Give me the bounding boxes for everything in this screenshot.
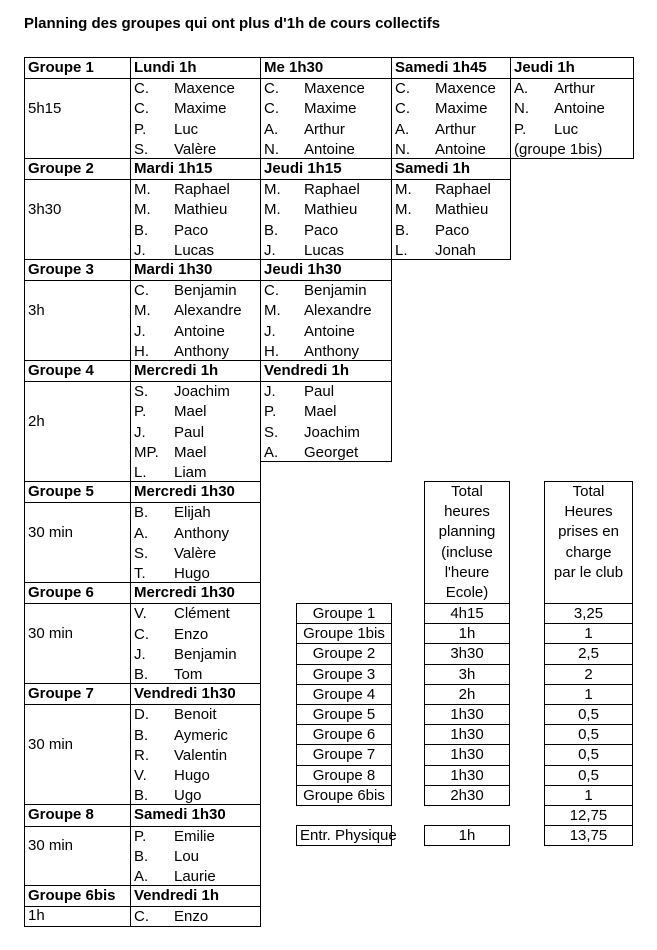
summary-planning-hours: 1h30 xyxy=(424,765,510,786)
member-row xyxy=(511,120,633,140)
summary-club-hours: 1 xyxy=(544,684,633,705)
member-row xyxy=(261,382,391,402)
member-row xyxy=(131,726,260,746)
member-name: Aymeric xyxy=(174,726,228,744)
day-header: Mercredi 1h30 xyxy=(131,482,260,503)
member-row xyxy=(392,120,510,140)
member-name: Luc xyxy=(174,120,199,138)
day-cell xyxy=(130,158,261,260)
day-header: Mercredi 1h30 xyxy=(131,583,260,604)
member-name: Antoine xyxy=(174,322,225,340)
day-cell xyxy=(130,885,261,926)
member-row xyxy=(131,281,260,301)
member-name: Benoit xyxy=(174,706,217,724)
member-row xyxy=(261,140,391,160)
member-row xyxy=(131,705,260,725)
day-cell xyxy=(130,481,261,583)
group-duration: 3h xyxy=(28,301,45,319)
member-name: Tom xyxy=(174,665,203,683)
member-row xyxy=(392,200,510,220)
group-name: Groupe 7 xyxy=(25,684,130,705)
group-name-cell xyxy=(24,57,131,159)
member-initial: M. xyxy=(395,181,412,199)
summary-club-hours: 0,5 xyxy=(544,744,633,765)
member-row xyxy=(261,79,391,99)
group-name: Groupe 3 xyxy=(25,260,130,281)
summary-club-hours: 2 xyxy=(544,664,633,685)
page-title: Planning des groupes qui ont plus d'1h de cours collectifs xyxy=(24,15,441,32)
member-initial: S. xyxy=(134,140,149,158)
planning-header-line: planning xyxy=(438,523,496,541)
day-cell xyxy=(260,57,392,159)
member-row xyxy=(131,503,260,523)
day-cell xyxy=(260,259,392,361)
group-name-cell xyxy=(24,582,131,684)
group-name-cell xyxy=(24,259,131,361)
member-initial: V. xyxy=(134,766,147,784)
member-initial: P. xyxy=(514,120,527,138)
planning-header-line: (incluse xyxy=(441,543,493,561)
summary-subtotal: 12,75 xyxy=(544,805,633,826)
member-name: Enzo xyxy=(174,908,209,926)
summary-planning-hours: 1h xyxy=(424,623,510,644)
day-header: Lundi 1h xyxy=(131,58,260,79)
group-duration: 1h xyxy=(28,907,45,925)
day-header: Me 1h30 xyxy=(261,58,391,79)
member-row xyxy=(131,625,260,645)
member-name: Paul xyxy=(174,423,205,441)
member-initial: B. xyxy=(264,221,279,239)
member-row xyxy=(131,301,260,321)
member-name: Alexandre xyxy=(304,302,372,320)
member-row xyxy=(392,241,510,261)
member-initial: L. xyxy=(395,241,408,259)
member-initial: N. xyxy=(264,140,279,158)
summary-planning-hours: 3h xyxy=(424,664,510,685)
member-name: Georget xyxy=(304,443,359,461)
member-name: Benjamin xyxy=(174,282,237,300)
member-initial: A. xyxy=(395,120,410,138)
member-row xyxy=(131,786,260,806)
summary-group-name: Groupe 6bis xyxy=(296,785,392,806)
member-name: Luc xyxy=(554,120,579,138)
member-name: Maxence xyxy=(435,80,496,98)
group-name: Groupe 6 xyxy=(25,583,130,604)
member-initial: C. xyxy=(134,282,149,300)
member-initial: B. xyxy=(134,787,149,805)
member-initial: H. xyxy=(134,342,149,360)
member-initial: P. xyxy=(134,827,147,845)
member-row xyxy=(261,241,391,261)
member-name: Maxence xyxy=(304,80,365,98)
member-name: Mael xyxy=(174,403,207,421)
member-name: Joachim xyxy=(174,383,230,401)
member-name: Antoine xyxy=(435,140,486,158)
member-name: Emilie xyxy=(174,827,215,845)
club-header-line: charge xyxy=(565,543,612,561)
member-initial: B. xyxy=(395,221,410,239)
summary-club-hours: 1 xyxy=(544,623,633,644)
member-name: Lucas xyxy=(304,241,345,259)
member-initial: T. xyxy=(134,564,146,582)
member-initial: C. xyxy=(264,282,279,300)
day-cell xyxy=(260,158,392,260)
planning-header-line: Ecole) xyxy=(445,584,489,601)
summary-group-name: Groupe 1bis xyxy=(296,623,392,644)
member-name: Alexandre xyxy=(174,302,242,320)
member-row xyxy=(131,423,260,443)
member-row xyxy=(131,221,260,241)
day-header: Jeudi 1h xyxy=(511,58,633,79)
summary-planning-hours: 4h15 xyxy=(424,603,510,624)
member-name: Benjamin xyxy=(174,645,237,663)
member-name: Antoine xyxy=(304,322,355,340)
member-initial: P. xyxy=(134,120,147,138)
member-row xyxy=(392,99,510,119)
member-initial: B. xyxy=(134,665,149,683)
member-row xyxy=(261,443,391,463)
member-row xyxy=(131,665,260,685)
member-row xyxy=(392,180,510,200)
member-name: Antoine xyxy=(304,140,355,158)
member-initial: J. xyxy=(134,645,146,663)
group-name: Groupe 4 xyxy=(25,361,130,382)
member-name: Maxime xyxy=(174,100,227,118)
member-initial: M. xyxy=(134,302,151,320)
member-initial: S. xyxy=(134,544,149,562)
summary-club-hours: 0,5 xyxy=(544,765,633,786)
day-cell xyxy=(130,804,261,886)
member-name: Anthony xyxy=(174,342,230,360)
summary-group-name: Groupe 3 xyxy=(296,664,392,685)
member-initial: J. xyxy=(264,322,276,340)
member-initial: B. xyxy=(134,726,149,744)
member-row xyxy=(131,79,260,99)
member-name: Enzo xyxy=(174,625,209,643)
member-name: Raphael xyxy=(435,181,491,199)
member-row xyxy=(392,140,510,160)
member-initial: A. xyxy=(514,80,529,98)
member-initial: S. xyxy=(134,383,149,401)
member-name: Lou xyxy=(174,847,200,865)
summary-grand-total: 13,75 xyxy=(544,825,633,846)
member-initial: R. xyxy=(134,746,149,764)
group-duration: 5h15 xyxy=(28,99,62,117)
summary-group-name: Groupe 5 xyxy=(296,704,392,725)
summary-planning-hours: 2h xyxy=(424,684,510,705)
member-initial: C. xyxy=(264,100,279,118)
member-initial: C. xyxy=(134,908,149,926)
member-initial: A. xyxy=(264,443,279,461)
member-row xyxy=(131,867,260,887)
member-name: Mathieu xyxy=(304,201,358,219)
club-header-line: Heures xyxy=(564,503,613,521)
member-name: Paul xyxy=(304,383,335,401)
group-name-cell xyxy=(24,481,131,583)
member-name: Joachim xyxy=(304,423,360,441)
member-initial: M. xyxy=(264,302,281,320)
member-initial: M. xyxy=(264,201,281,219)
summary-planning-hours: 1h30 xyxy=(424,724,510,745)
planning-header xyxy=(424,481,510,604)
physique-planning-hours: 1h xyxy=(424,825,510,846)
member-name: Liam xyxy=(174,463,207,481)
planning-header-line: l'heure xyxy=(444,563,490,581)
summary-group-name: Groupe 6 xyxy=(296,724,392,745)
member-initial: J. xyxy=(264,383,276,401)
day-header: Mercredi 1h xyxy=(131,361,260,382)
member-initial: B. xyxy=(134,847,149,865)
member-row xyxy=(392,221,510,241)
day-cell xyxy=(391,57,511,159)
member-row xyxy=(131,907,260,927)
member-name: Mathieu xyxy=(435,201,489,219)
day-header: Mardi 1h30 xyxy=(131,260,260,281)
summary-group-name: Groupe 2 xyxy=(296,643,392,664)
day-header: Vendredi 1h30 xyxy=(131,684,260,705)
member-initial: B. xyxy=(134,221,149,239)
day-header: Jeudi 1h30 xyxy=(261,260,391,281)
member-row xyxy=(131,766,260,786)
member-name: Laurie xyxy=(174,867,216,885)
member-name: Hugo xyxy=(174,564,210,582)
summary-club-hours: 2,5 xyxy=(544,643,633,664)
day-cell xyxy=(391,158,511,260)
member-name: Mael xyxy=(174,443,207,461)
day-header: Jeudi 1h15 xyxy=(261,159,391,180)
summary-group-name: Groupe 8 xyxy=(296,765,392,786)
day-cell xyxy=(510,57,634,159)
day-cell xyxy=(260,360,392,462)
member-row xyxy=(131,564,260,584)
member-name: Paco xyxy=(304,221,339,239)
member-row xyxy=(131,443,260,463)
group-name-cell xyxy=(24,885,131,926)
planning-header-line: Total xyxy=(451,483,483,500)
member-name: Maxence xyxy=(174,80,235,98)
member-initial: C. xyxy=(264,80,279,98)
summary-group-name: Groupe 1 xyxy=(296,603,392,624)
member-row xyxy=(131,120,260,140)
member-row xyxy=(131,827,260,847)
group-duration: 30 min xyxy=(28,735,74,753)
member-name: Arthur xyxy=(304,120,345,138)
member-initial: S. xyxy=(264,423,279,441)
day-header: Samedi 1h30 xyxy=(131,805,260,826)
member-name: Elijah xyxy=(174,504,211,522)
member-name: Valère xyxy=(174,544,217,562)
club-header xyxy=(544,481,633,604)
group-duration: 30 min xyxy=(28,836,74,854)
member-initial: M. xyxy=(134,201,151,219)
member-row xyxy=(131,382,260,402)
day-header: Samedi 1h xyxy=(392,159,510,180)
member-name: Valentin xyxy=(174,746,228,764)
member-row xyxy=(131,180,260,200)
member-row xyxy=(261,200,391,220)
group-name-cell xyxy=(24,804,131,886)
member-row xyxy=(131,544,260,564)
member-row xyxy=(511,79,633,99)
group-duration: 30 min xyxy=(28,624,74,642)
group-name: Groupe 6bis xyxy=(25,886,130,907)
group-duration: 30 min xyxy=(28,523,74,541)
day-cell xyxy=(130,57,261,159)
member-initial: J. xyxy=(134,322,146,340)
member-row xyxy=(131,402,260,422)
member-row xyxy=(131,524,260,544)
member-initial: M. xyxy=(264,181,281,199)
summary-planning-hours: 2h30 xyxy=(424,785,510,806)
member-row xyxy=(261,120,391,140)
member-name: Mathieu xyxy=(174,201,228,219)
summary-club-hours: 0,5 xyxy=(544,704,633,725)
day-cell xyxy=(130,582,261,684)
member-initial: P. xyxy=(264,403,277,421)
planning-header-line: heures xyxy=(444,503,490,521)
member-row xyxy=(131,99,260,119)
summary-club-hours: 1 xyxy=(544,785,633,806)
member-row xyxy=(131,645,260,665)
member-row xyxy=(261,322,391,342)
member-initial: A. xyxy=(264,120,279,138)
group-name: Groupe 5 xyxy=(25,482,130,503)
summary-planning-hours: 1h30 xyxy=(424,744,510,765)
member-row xyxy=(131,463,260,483)
day-cell xyxy=(130,683,261,805)
member-initial: B. xyxy=(134,504,149,522)
member-row xyxy=(261,342,391,362)
member-name: Anthony xyxy=(174,524,230,542)
member-name: Anthony xyxy=(304,342,360,360)
summary-planning-hours: 1h30 xyxy=(424,704,510,725)
member-row xyxy=(131,746,260,766)
member-initial: P. xyxy=(134,403,147,421)
member-name: Valère xyxy=(174,140,217,158)
member-row xyxy=(131,847,260,867)
member-initial: M. xyxy=(134,181,151,199)
day-header: Vendredi 1h xyxy=(261,361,391,382)
member-initial: N. xyxy=(395,140,410,158)
member-row xyxy=(131,140,260,160)
member-initial: A. xyxy=(134,524,149,542)
club-header-line: Total xyxy=(572,483,605,500)
member-row xyxy=(131,342,260,362)
day-header: Mardi 1h15 xyxy=(131,159,260,180)
day-cell xyxy=(130,360,261,482)
member-initial: L. xyxy=(134,463,147,481)
member-name: Benjamin xyxy=(304,282,367,300)
member-initial: D. xyxy=(134,706,149,724)
day-header: Samedi 1h45 xyxy=(392,58,510,79)
member-initial: C. xyxy=(395,80,410,98)
member-name: Mael xyxy=(304,403,337,421)
member-initial: MP. xyxy=(134,443,159,461)
day-header: Vendredi 1h xyxy=(131,886,260,907)
club-header-line: prises en xyxy=(558,523,619,541)
member-row xyxy=(261,180,391,200)
member-name: Lucas xyxy=(174,241,215,259)
member-row xyxy=(261,423,391,443)
member-name: Maxime xyxy=(304,100,357,118)
member-row xyxy=(131,322,260,342)
group-name: Groupe 2 xyxy=(25,159,130,180)
group-name: Groupe 1 xyxy=(25,58,130,79)
member-initial: H. xyxy=(264,342,279,360)
member-row xyxy=(261,281,391,301)
member-name: Raphael xyxy=(304,181,360,199)
group-name-cell xyxy=(24,360,131,482)
member-row xyxy=(131,241,260,261)
group-duration: 2h xyxy=(28,412,45,430)
member-initial: C. xyxy=(134,80,149,98)
member-name: Arthur xyxy=(554,80,595,98)
member-name: Clément xyxy=(174,605,230,623)
member-row xyxy=(131,604,260,624)
group-name: Groupe 8 xyxy=(25,805,130,826)
member-name: Maxime xyxy=(435,100,488,118)
summary-club-hours: 0,5 xyxy=(544,724,633,745)
club-header-line: par le club xyxy=(553,563,624,581)
member-name: Jonah xyxy=(435,241,476,259)
member-row xyxy=(261,402,391,422)
member-name: Ugo xyxy=(174,787,202,805)
summary-group-name: Groupe 7 xyxy=(296,744,392,765)
member-initial: N. xyxy=(514,100,529,118)
member-initial: J. xyxy=(134,241,146,259)
member-initial: C. xyxy=(134,625,149,643)
member-initial: M. xyxy=(395,201,412,219)
member-row xyxy=(511,99,633,119)
member-name: Antoine xyxy=(554,100,605,118)
member-row xyxy=(261,301,391,321)
group-name-cell xyxy=(24,158,131,260)
group-name-cell xyxy=(24,683,131,805)
summary-club-hours: 3,25 xyxy=(544,603,633,624)
member-initial: V. xyxy=(134,605,147,623)
group-note: (groupe 1bis) xyxy=(514,140,603,158)
member-row xyxy=(131,200,260,220)
member-name: Arthur xyxy=(435,120,476,138)
member-initial: C. xyxy=(395,100,410,118)
member-initial: A. xyxy=(134,867,149,885)
group-duration: 3h30 xyxy=(28,200,62,218)
summary-planning-hours: 3h30 xyxy=(424,643,510,664)
member-initial: C. xyxy=(134,100,149,118)
day-cell xyxy=(130,259,261,361)
member-initial: J. xyxy=(264,241,276,259)
member-row xyxy=(392,79,510,99)
member-name: Raphael xyxy=(174,181,230,199)
member-name: Paco xyxy=(435,221,470,239)
member-row xyxy=(261,99,391,119)
member-row xyxy=(261,221,391,241)
member-initial: J. xyxy=(134,423,146,441)
physique-label: Entr. Physique xyxy=(296,825,392,846)
summary-group-name: Groupe 4 xyxy=(296,684,392,705)
member-name: Hugo xyxy=(174,766,210,784)
member-name: Paco xyxy=(174,221,209,239)
